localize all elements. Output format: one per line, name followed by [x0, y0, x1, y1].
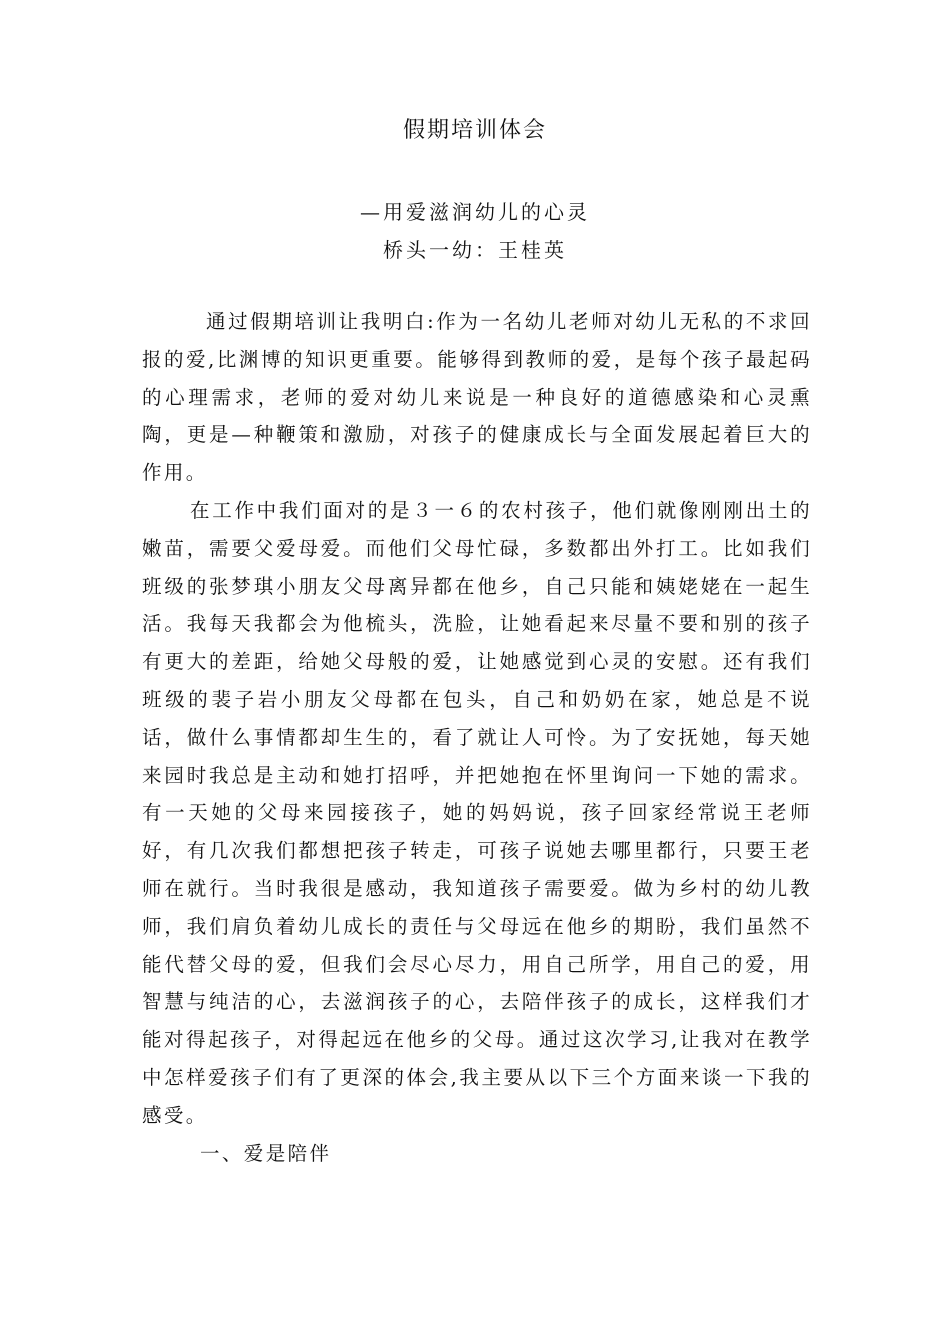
paragraph-intro: 通过假期培训让我明白:作为一名幼儿老师对幼儿无私的不求回报的爱,比渊博的知识更重要。能够得到教师的爱，是每个孩子最起码的心理需求，老师的爱对幼儿来说是一种良好的道德感染和心灵熏陶，更是—种鞭策和激励，对孩子的健康成长与全面发展起着巨大的作用。	[142, 310, 812, 485]
document-subtitle: —用爱滋润幼儿的心灵	[360, 200, 590, 224]
paragraph-main: 在工作中我们面对的是３一６的农村孩子，他们就像刚刚出土的嫩苗，需要父爱母爱。而他们父母忙碌，多数都出外打工。比如我们班级的张梦琪小朋友父母离异都在他乡，自己只能和姨姥姥在一起生活。我每天我都会为他梳头，洗脸，让她看起来尽量不要和别的孩子有更大的差距，给她父母般的爱，让她感觉到心灵的安慰。还有我们班级的裴子岩小朋友父母都在包头，自己和奶奶在家，她总是不说话，做什么事情都却生生的，看了就让人可怜。为了安抚她，每天她来园时我总是主动和她打招呼，并把她抱在怀里询问一下她的需求。有一天她的父母来园接孩子，她的妈妈说，孩子回家经常说王老师好，有几次我们都想把孩子转走，可孩子说她去哪里都行，只要王老师在就行。当时我很是感动，我知道孩子需要爱。做为乡村的幼儿教师，我们肩负着幼儿成长的责任与父母远在他乡的期盼，我们虽然不能代替父母的爱，但我们会尽心尽力，用自己所学，用自己的爱，用智慧与纯洁的心，去滋润孩子的心，去陪伴孩子的成长，这样我们才能对得起孩子，对得起远在他乡的父母。通过这次学习,让我对在教学中怎样爱孩子们有了更深的体会,我主要从以下三个方面来谈一下我的感受。	[142, 498, 812, 1127]
document-body	[142, 303, 812, 1172]
document-title: 假期培训体会	[402, 118, 547, 143]
section-heading: 一、爱是陪伴	[200, 1141, 332, 1165]
document-author: 桥头一幼：王桂英	[383, 238, 567, 262]
